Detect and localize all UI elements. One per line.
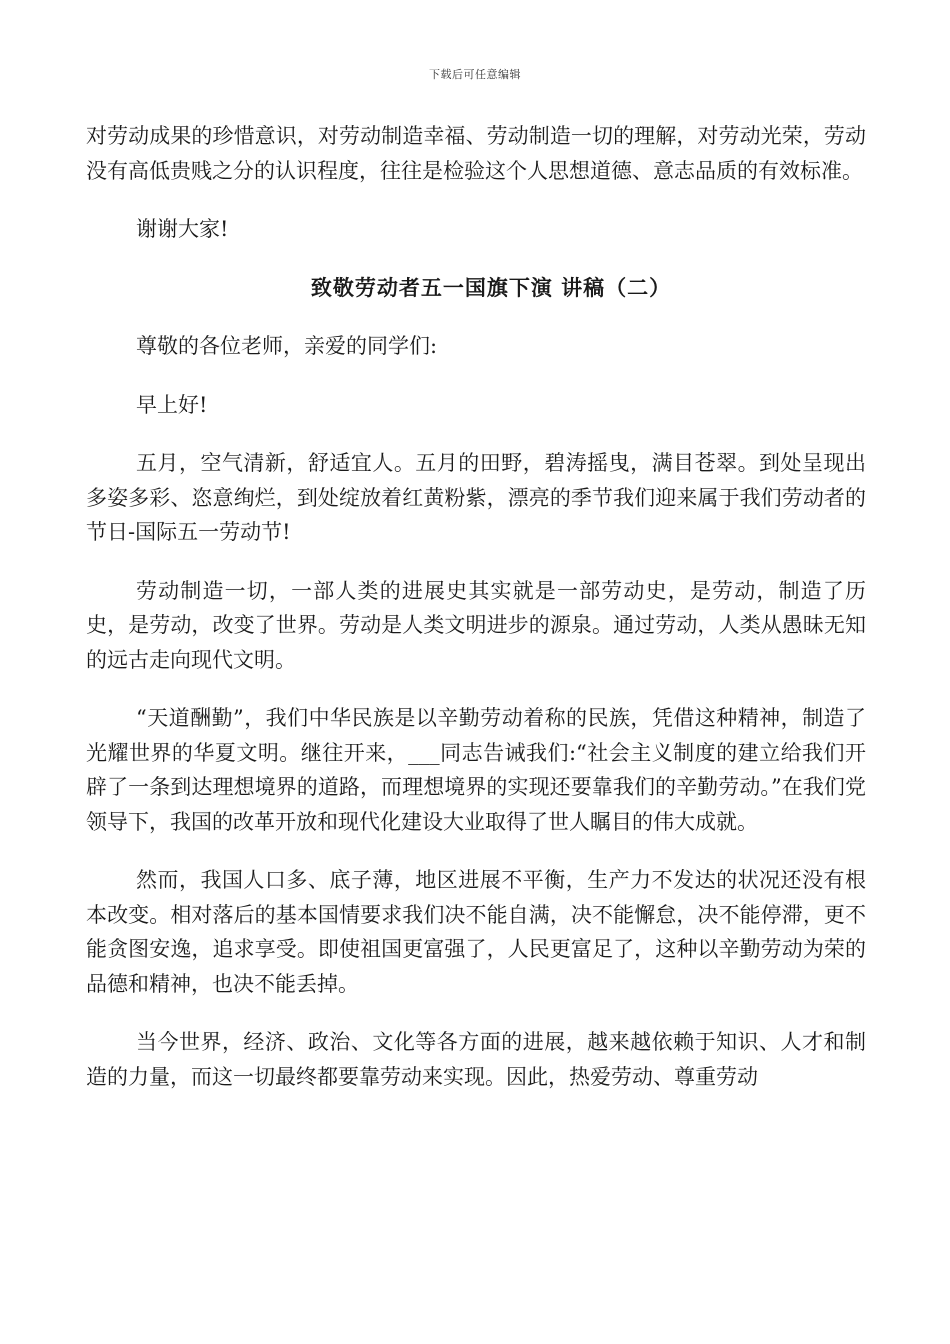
paragraph-greeting: 尊敬的各位老师，亲爱的同学们: xyxy=(136,334,438,358)
paragraph-labor-creates: 劳动制造一切，一部人类的进展史其实就是一部劳动史，是劳动，制造了历史，是劳动，改变了世界。劳动是人类文明进步的源泉。通过劳动，人类从愚昧无知的远古走向现代文明。 xyxy=(86,578,866,672)
paragraph-thanks: 谢谢大家! xyxy=(136,217,229,241)
paragraph-diligence: “天道酬勤”，我们中华民族是以辛勤劳动着称的民族，凭借这种精神，制造了光耀世界的华夏文明。继往开来，___同志告诫我们:“社会主义制度的建立给我们开辟了一条到达理想境界的道路，而理想境界的实现还要靠我们的辛勤劳动。”在我们党领导下，我国的改革开放和现代化建设大业取得了世人瞩目的伟大成就。 xyxy=(86,706,866,834)
paragraph-morning: 早上好! xyxy=(136,392,208,417)
paragraph-however: 然而，我国人口多、底子薄，地区进展不平衡，生产力不发达的状况还没有根本改变。相对落后的基本国情要求我们决不能自满，决不能懈怠，决不能停滞，更不能贪图安逸，追求享受。即使祖国更富强了，人民更富足了，这种以辛勤劳动为荣的品德和精神，也决不能丢掉。 xyxy=(86,868,866,996)
document-body xyxy=(86,119,866,1118)
paragraph-may: 五月，空气清新，舒适宜人。五月的田野，碧涛摇曳，满目苍翠。到处呈现出多姿多彩、恣意绚烂，到处绽放着红黄粉紫，漂亮的季节我们迎来属于我们劳动者的节日-国际五一劳动节! xyxy=(86,451,866,544)
section-title: 致敬劳动者五一国旗下演 讲稿（二） xyxy=(310,275,672,300)
header-note: 下载后可任意编辑 xyxy=(429,68,521,81)
paragraph-today-world: 当今世界，经济、政治、文化等各方面的进展，越来越依赖于知识、人才和制造的力量，而这一切最终都要靠劳动来实现。因此，热爱劳动、尊重劳动 xyxy=(86,1030,866,1089)
paragraph-continued: 对劳动成果的珍惜意识，对劳动制造幸福、劳动制造一切的理解，对劳动光荣，劳动没有高低贵贱之分的认识程度，往往是检验这个人思想道德、意志品质的有效标准。 xyxy=(86,124,866,183)
